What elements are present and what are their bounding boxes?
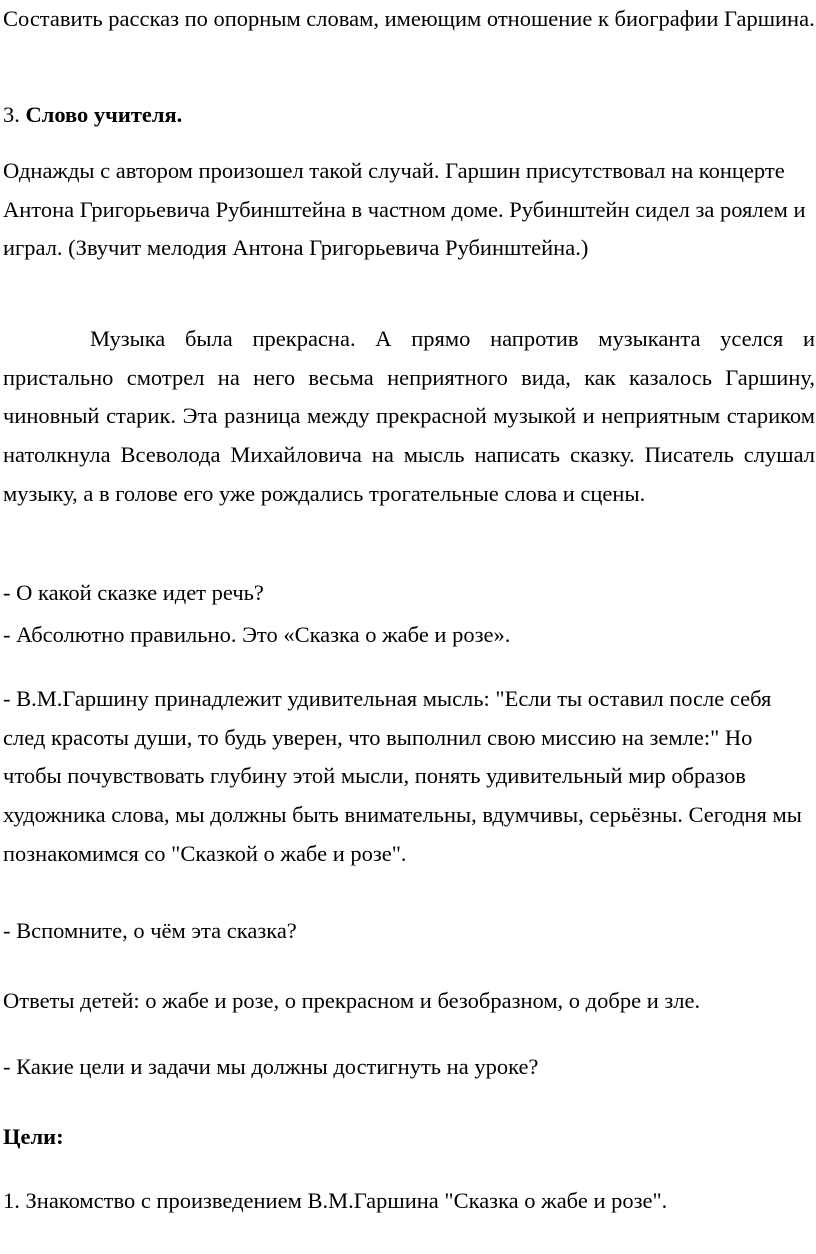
paragraph-question-tale: - О какой сказке идет речь? [3,580,264,605]
paragraph-story-intro: Однажды с автором произошел такой случай. Гаршин присутствовал на концерте Антона Григорьевича Рубинштейна в частном доме. Рубинштейн сидел за роялем и играл. (Звучит мелодия Антона Григорьевича Рубинштейна.) [3,158,806,261]
paragraph-remember-question: - Вспомните, о чём эта сказка? [3,918,297,943]
section-title: Слово учителя. [25,102,183,127]
section-heading [3,96,815,135]
paragraph-task: Составить рассказ по опорным словам, имеющим отношение к биографии Гаршина. [3,6,815,31]
paragraph-goals-question: - Какие цели и задачи мы должны достигнуть на уроке? [3,1054,539,1079]
section-number: 3. [3,102,20,127]
goals-heading: Цели: [3,1124,64,1149]
paragraph-music: Музыка была прекрасна. А прямо напротив музыканта уселся и пристально смотрел на него весьма неприятного вида, как казалось Гаршину, чиновный старик. Эта разница между прекрасной музыкой и неприятным стариком натолкнула Всеволода Михайловича на мысль написать сказку. Писатель слушал музыку, а в голове его уже рождались трогательные слова и сцены. [3,326,815,506]
paragraph-children-answers: Ответы детей: о жабе и розе, о прекрасном и безобразном, о добре и зле. [3,988,701,1013]
paragraph-garshin-quote: - В.М.Гаршину принадлежит удивительная мысль: "Если ты оставил после себя след красоты души, то будь уверен, что выполнил свою миссию на земле:" Но чтобы почувствовать глубину этой мысли, понять удивительный мир образов художника слова, мы должны быть внимательны, вдумчивы, серьёзны. Сегодня мы познакомимся со "Сказкой о жабе и розе". [3,686,802,866]
paragraph-answer-tale: - Абсолютно правильно. Это «Сказка о жабе и розе». [3,622,511,647]
goal-item-1: 1. Знакомство с произведением В.М.Гаршина "Сказка о жабе и розе". [3,1188,668,1213]
